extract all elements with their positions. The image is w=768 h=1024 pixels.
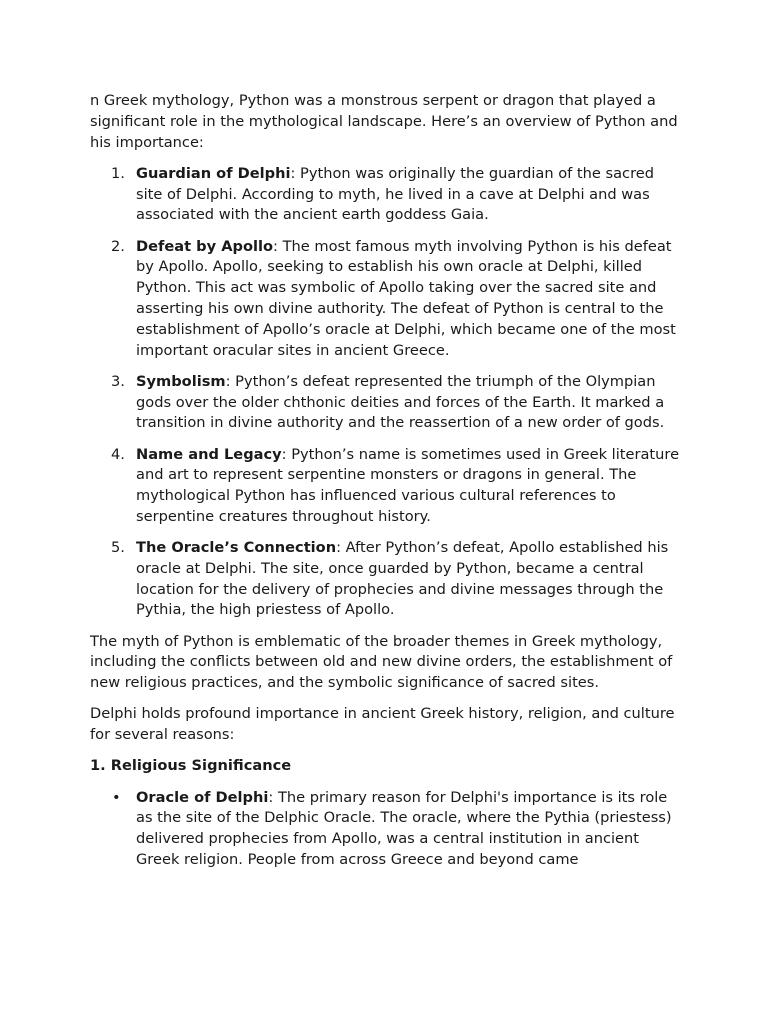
python-numbered-list bbox=[90, 164, 680, 622]
list-item-title: Defeat by Apollo bbox=[136, 237, 274, 255]
list-item-title: The Oracle’s Connection bbox=[136, 539, 337, 557]
list-number: 5. bbox=[111, 539, 125, 557]
conclusion-paragraph: The myth of Python is emblematic of the broader themes in Greek mythology, including the conflicts between old and new divine orders, the establishment of new religious practices, and the symbolic significance of sacred sites. bbox=[90, 632, 673, 692]
list-number: 3. bbox=[111, 372, 125, 390]
list-item-title: Guardian of Delphi bbox=[136, 164, 291, 182]
list-number: 2. bbox=[111, 237, 125, 255]
section-heading: 1. Religious Significance bbox=[90, 757, 292, 775]
list-item bbox=[90, 237, 680, 362]
list-item-title: Symbolism bbox=[136, 372, 226, 390]
list-item-title: Name and Legacy bbox=[136, 445, 282, 463]
bullet-marker: • bbox=[112, 788, 121, 806]
list-item-title: Oracle of Delphi bbox=[136, 788, 269, 806]
list-item-text: : After Python’s defeat, Apollo established his oracle at Delphi. The site, once guarded by Python, became a central location for the delivery of prophecies and divine messages through the Pythia, the high priestess of Apollo. bbox=[136, 539, 669, 619]
list-item-text: : The primary reason for Delphi's importance is its role as the site of the Delphic Oracle. The oracle, where the Pythia (priestess) delivered prophecies from Apollo, was a central institution in ancient Greek religion. People from across Greece and beyond came bbox=[136, 788, 672, 869]
list-item-text: : Python’s defeat represented the triumph of the Olympian gods over the older chthonic deities and forces of the Earth. It marked a transition in divine authority and the reassertion of a new order of gods. bbox=[136, 372, 665, 432]
list-item-text: : Python’s name is sometimes used in Greek literature and art to represent serpentine monsters or dragons in general. The mythological Python has influenced various cultural references to serpentine creatures throughout history. bbox=[136, 445, 680, 525]
list-item-text: : Python was originally the guardian of the sacred site of Delphi. According to myth, he lived in a cave at Delphi and was associated with the ancient earth goddess Gaia. bbox=[136, 164, 655, 224]
delphi-intro-paragraph: Delphi holds profound importance in ancient Greek history, religion, and culture for several reasons: bbox=[90, 705, 675, 744]
list-item bbox=[90, 164, 680, 226]
list-item bbox=[90, 445, 680, 528]
list-number: 4. bbox=[111, 445, 125, 463]
list-item bbox=[90, 538, 680, 621]
intro-paragraph: n Greek mythology, Python was a monstrous serpent or dragon that played a significant role in the mythological landscape. Here’s an overview of Python and his importance: bbox=[90, 92, 678, 151]
list-item bbox=[90, 788, 680, 871]
list-item bbox=[90, 372, 680, 434]
list-item-text: : The most famous myth involving Python is his defeat by Apollo. Apollo, seeking to establish his own oracle at Delphi, killed Python. This act was symbolic of Apollo taking over the sacred site and asserting his own divine authority. The defeat of Python is central to the establishment of Apollo’s oracle at Delphi, which became one of the most important oracular sites in ancient Greece. bbox=[136, 237, 676, 359]
list-number: 1. bbox=[111, 164, 125, 182]
religious-bullet-list bbox=[90, 788, 680, 871]
document-page bbox=[90, 91, 680, 871]
